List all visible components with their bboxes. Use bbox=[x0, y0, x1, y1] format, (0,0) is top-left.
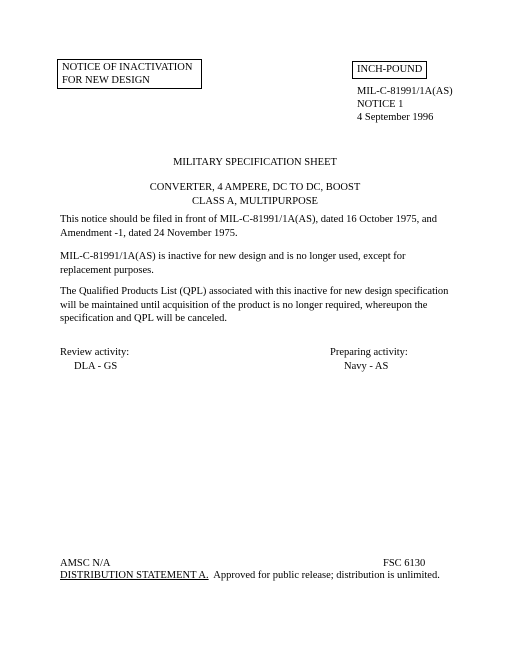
preparing-activity bbox=[330, 346, 408, 373]
subject-line-1: CONVERTER, 4 AMPERE, DC TO DC, BOOST bbox=[149, 182, 361, 193]
preparing-activity-label: Preparing activity: bbox=[330, 347, 408, 358]
distribution-statement-label: DISTRIBUTION STATEMENT A. bbox=[60, 570, 209, 581]
paragraph-filing: This notice should be filed in front of MIL-C-81991/1A(AS), dated 16 October 1975, and Amendment -1, dated 24 November 1975. bbox=[60, 214, 438, 239]
paragraph-qpl: The Qualified Products List (QPL) associated with this inactive for new design specification will be maintained until acquisition of the product is no longer required, whereupon the specification and QPL will be canceled. bbox=[60, 286, 449, 325]
preparing-activity-value: Navy - AS bbox=[344, 360, 389, 372]
sheet-title: MILITARY SPECIFICATION SHEET bbox=[173, 157, 337, 168]
review-activity-label: Review activity: bbox=[60, 347, 130, 358]
document-identifier bbox=[357, 85, 453, 124]
review-activity-value: DLA - GS bbox=[74, 360, 118, 372]
subject-title bbox=[0, 181, 510, 208]
notice-box-line-2: FOR NEW DESIGN bbox=[62, 75, 150, 87]
fsc-code: FSC 6130 bbox=[383, 558, 426, 569]
paragraph-inactive: MIL-C-81991/1A(AS) is inactive for new design and is no longer used, except for replacement purposes. bbox=[60, 251, 406, 276]
notice-number: NOTICE 1 bbox=[357, 99, 404, 111]
subject-line-2: CLASS A, MULTIPURPOSE bbox=[192, 195, 318, 207]
document-number: MIL-C-81991/1A(AS) bbox=[357, 86, 453, 97]
review-activity bbox=[60, 346, 129, 373]
notice-of-inactivation-box bbox=[57, 59, 202, 89]
distribution-statement bbox=[60, 569, 480, 583]
notice-box-line-1: NOTICE OF INACTIVATION bbox=[62, 62, 193, 73]
inch-pound-label: INCH-POUND bbox=[352, 61, 427, 79]
distribution-statement-text: Approved for public release; distribution is unlimited. bbox=[213, 570, 440, 581]
notice-date: 4 September 1996 bbox=[357, 112, 434, 124]
amsc-code: AMSC N/A bbox=[60, 558, 111, 569]
